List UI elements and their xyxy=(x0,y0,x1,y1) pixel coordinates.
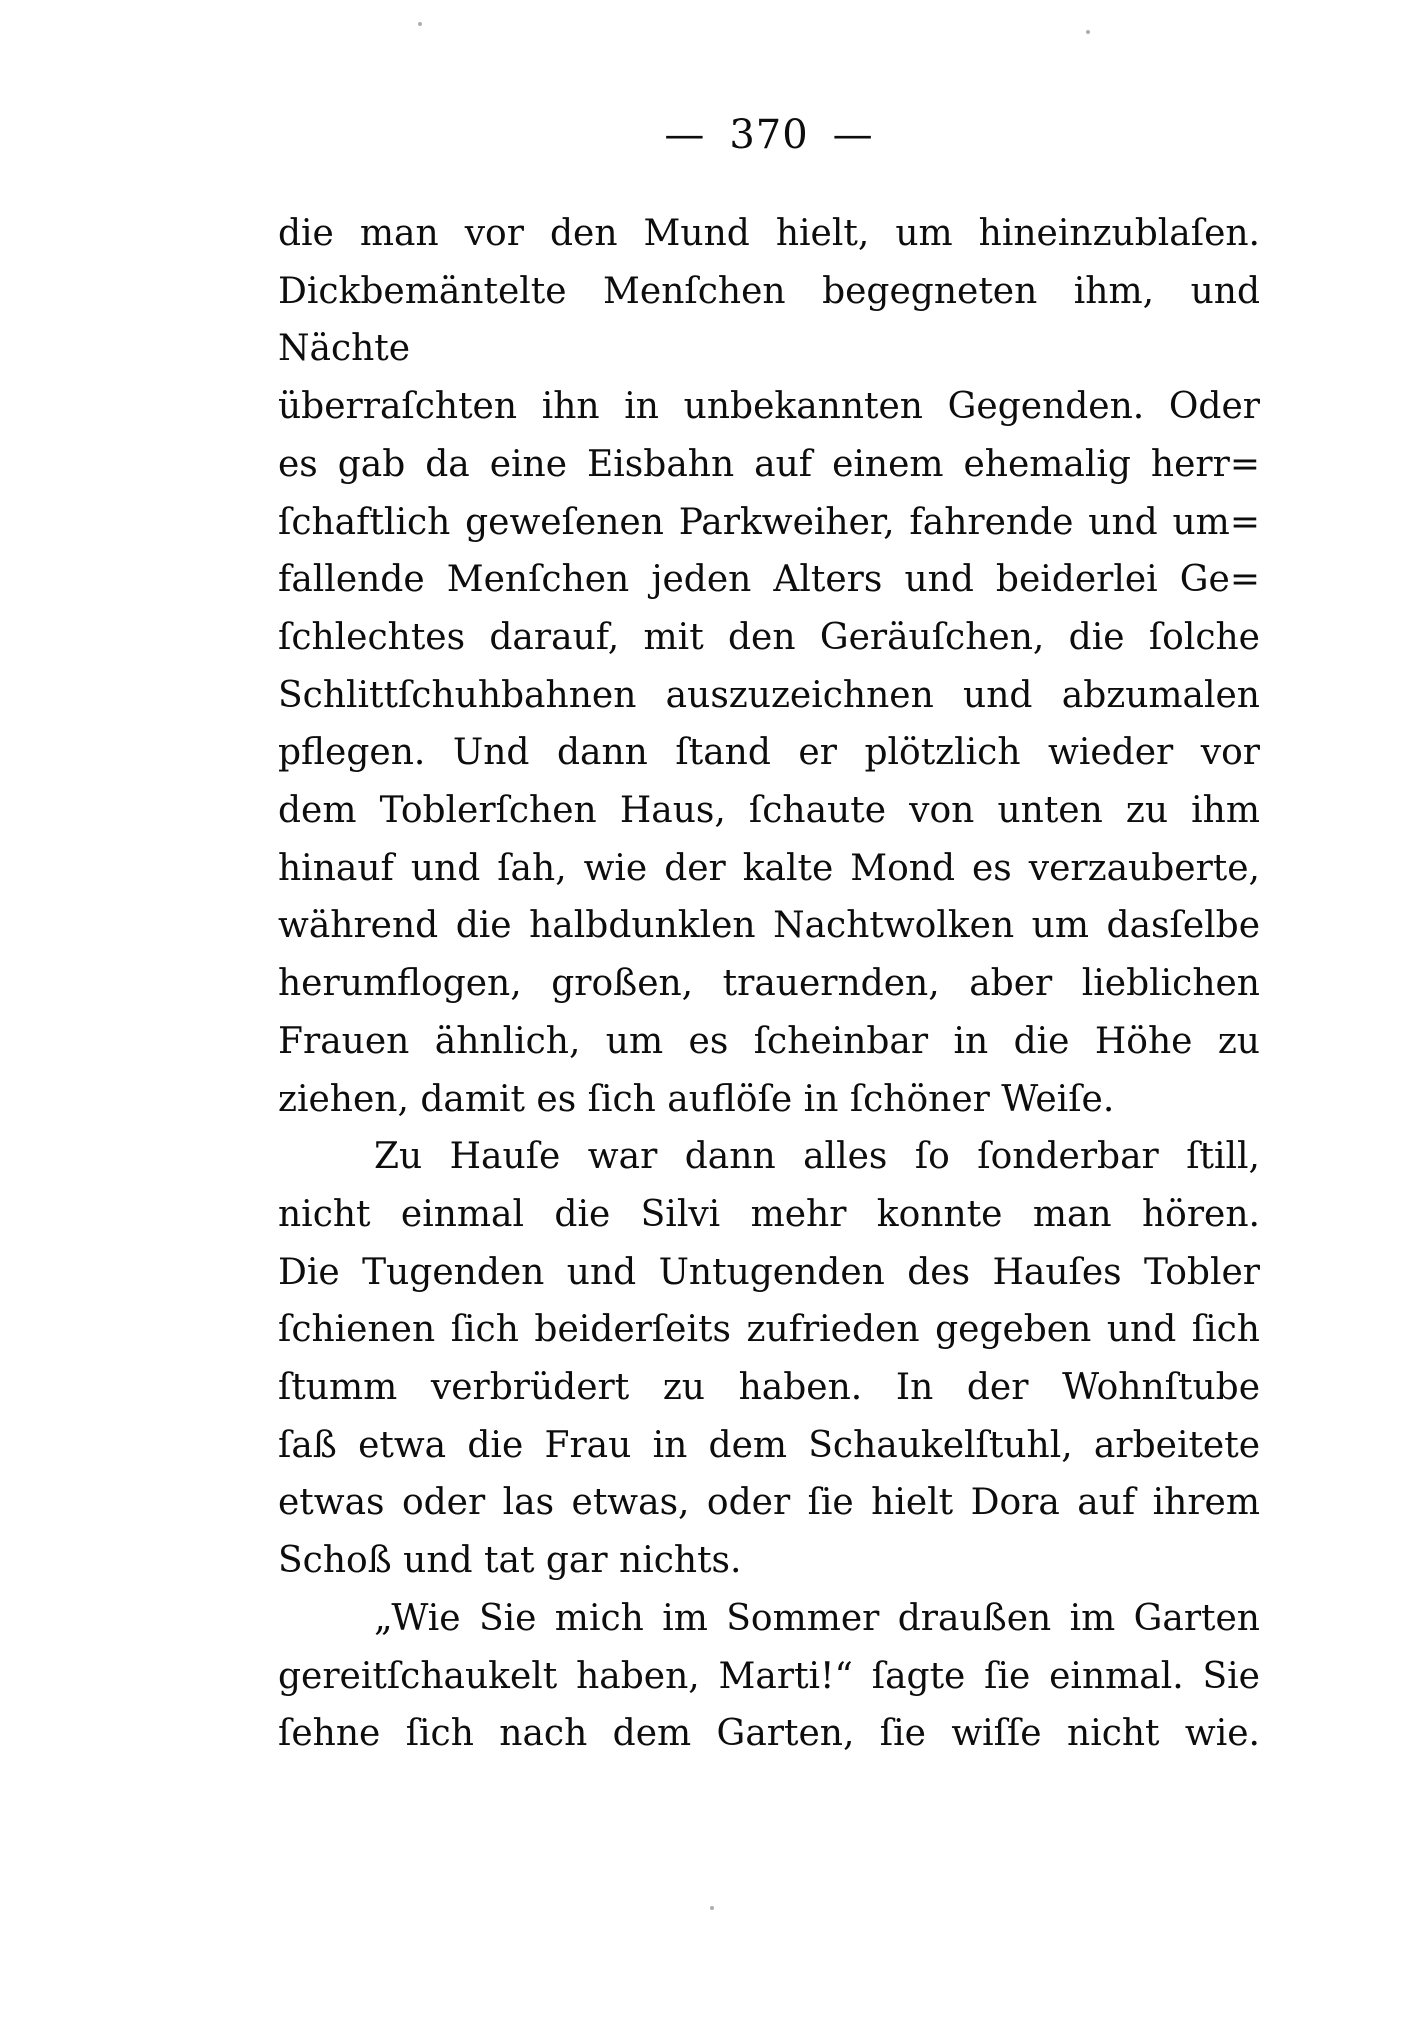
paragraph xyxy=(278,1128,1260,1590)
header-dash-left: — xyxy=(664,112,706,158)
text-line: Schlittſchuhbahnen auszuzeichnen und abzumalen xyxy=(278,674,1260,716)
text-line: Dickbemäntelte Menſchen begegneten ihm, und Nächte xyxy=(278,270,1260,370)
text-line: Die Tugenden und Untugenden des Hauſes Tobler xyxy=(278,1251,1260,1293)
text-line: nicht einmal die Silvi mehr konnte man hören. xyxy=(278,1193,1260,1235)
text-line: die man vor den Mund hielt, um hineinzublaſen. xyxy=(278,213,1260,254)
text-line: ſchaftlich geweſenen Parkweiher, fahrende und um= xyxy=(278,501,1260,543)
text-line: herumflogen, großen, trauernden, aber lieblichen xyxy=(278,963,1260,1005)
scan-speck xyxy=(418,22,422,26)
page-number: 370 xyxy=(729,112,809,158)
text-line: „Wie Sie mich im Sommer draußen im Garten xyxy=(374,1597,1260,1639)
text-line: etwas oder las etwas, oder ſie hielt Dora auf ihrem xyxy=(278,1482,1260,1524)
text-line: gereitſchaukelt haben, Marti!“ ſagte ſie einmal. Sie xyxy=(278,1655,1260,1697)
scan-speck xyxy=(710,1906,714,1910)
text-block xyxy=(278,205,1260,1763)
scan-speck xyxy=(1086,30,1090,34)
text-line: während die halbdunklen Nachtwolken um dasſelbe xyxy=(278,905,1260,947)
text-line: ziehen, damit es ſich auflöſe in ſchöner Weiſe. xyxy=(278,1078,1115,1120)
text-line: es gab da eine Eisbahn auf einem ehemalig herr= xyxy=(278,443,1260,485)
text-line: dem Toblerſchen Haus, ſchaute von unten zu ihm xyxy=(278,790,1260,832)
paragraph xyxy=(278,205,1260,1128)
text-line: überraſchten ihn in unbekannten Gegenden. Oder xyxy=(278,386,1260,428)
page-header xyxy=(278,112,1260,158)
text-line: ſchlechtes darauf, mit den Geräuſchen, die ſolche xyxy=(278,616,1260,658)
text-line: ſehne ſich nach dem Garten, ſie wiſſe nicht wie. xyxy=(278,1713,1260,1755)
text-line: hinauf und ſah, wie der kalte Mond es verzauberte, xyxy=(278,847,1260,889)
text-line: fallende Menſchen jeden Alters und beiderlei Ge= xyxy=(278,559,1260,601)
text-line: Schoß und tat gar nichts. xyxy=(278,1540,742,1582)
text-line: ſchienen ſich beiderſeits zufrieden gegeben und ſich xyxy=(278,1309,1260,1351)
text-line: ſtumm verbrüdert zu haben. In der Wohnſtube xyxy=(278,1367,1260,1409)
paragraph xyxy=(278,1590,1260,1763)
text-line: ſaß etwa die Frau in dem Schaukelſtuhl, arbeitete xyxy=(278,1424,1260,1466)
header-dash-right: — xyxy=(832,112,874,158)
text-line: Frauen ähnlich, um es ſcheinbar in die Höhe zu xyxy=(278,1020,1260,1062)
text-line: Zu Hauſe war dann alles ſo ſonderbar ſtill, xyxy=(374,1136,1260,1178)
text-line: pflegen. Und dann ſtand er plötzlich wieder vor xyxy=(278,732,1260,774)
